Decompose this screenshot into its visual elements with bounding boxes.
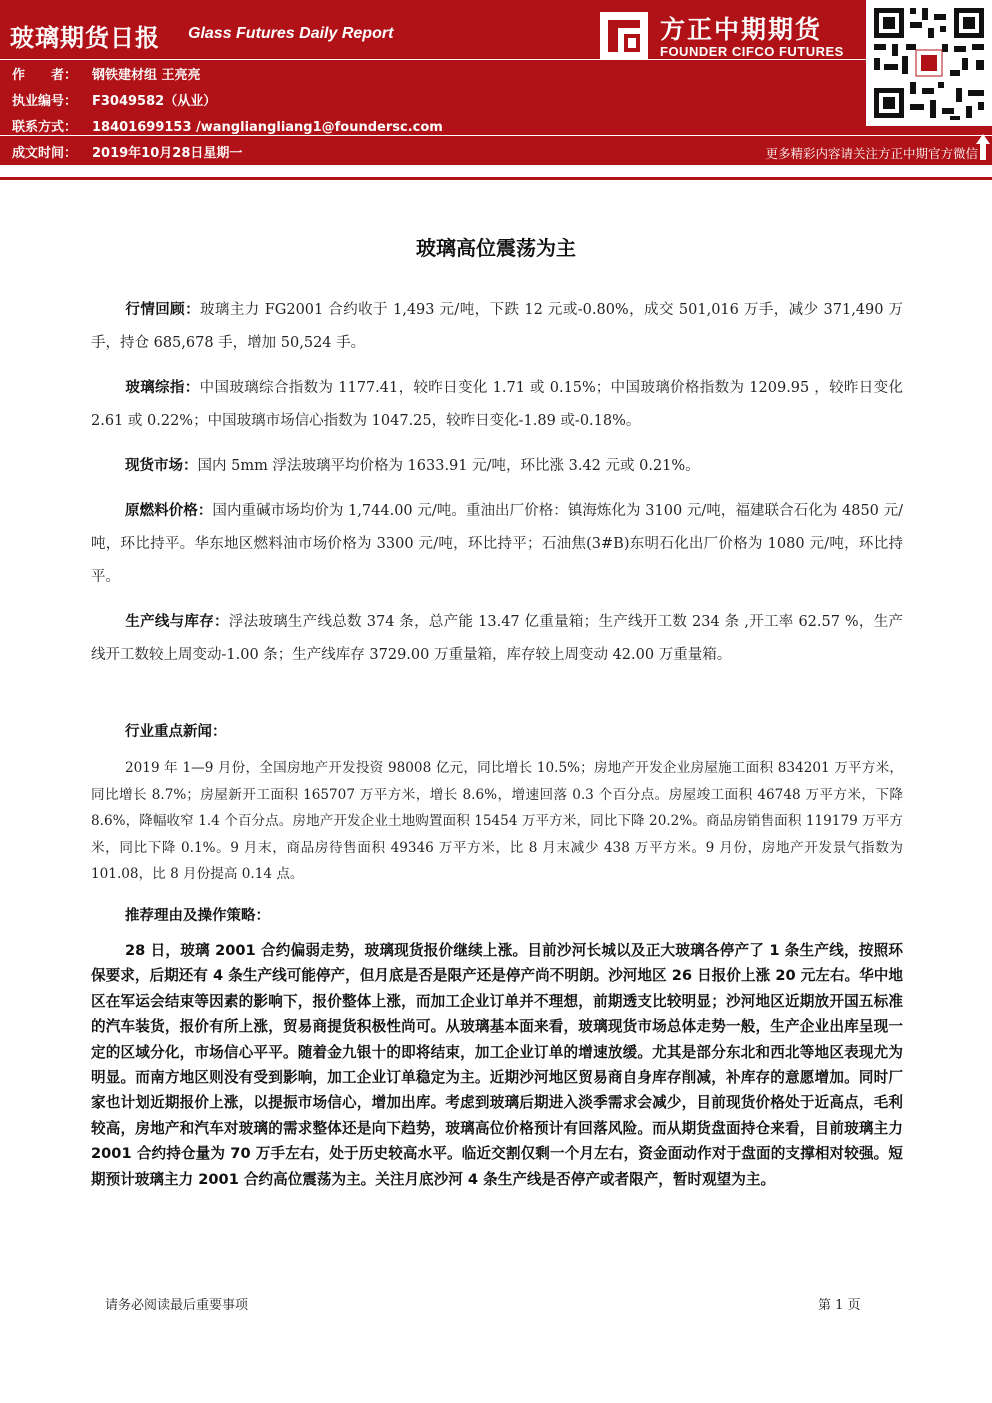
strategy-body: 28 日，玻璃 2001 合约偏弱走势，玻璃现货报价继续上涨。目前沙河长城以及正大玻璃各停产了 1 条生产线，按照环保要求，后期还有 4 条生产线可能停产，但月底是否是限产还是停产尚不明朗。沙河地区 26 日报价上涨 20 元左右。华中地区在军运会结束等因素的影响下，报价整体上涨，而加工企业订单并不理想，前期透支比较明显；沙河地区近期放开国五标准的汽车装货，报价有所上涨，贸易商提货积极性尚可。从玻璃基本面来看，玻璃现货市场总体走势一般，生产企业出库呈现一定的区域分化，市场信心平平。随着金九银十的即将结束，加工企业订单的增速放缓。尤其是部分东北和西北等地区表现尤为明显。而南方地区则没有受到影响，加工企业订单稳定为主。近期沙河地区贸易商自身库存削减，补库存的意愿增加。同时厂家也计划近期报价上涨，以提振市场信心，增加出库。考虑到玻璃后期进入淡季需求会减少，目前现货价格处于近高点，毛利较高，房地产和汽车对玻璃的需求整体还是向下趋势，玻璃高位价格预计有回落风险。而从期货盘面持仓来看，目前玻璃主力 2001 合约持仓量为 70 万手左右，处于历史较高水平。临近交割仅剩一个月左右，资金面动作对于盘面的支撑相对较强。短期预计玻璃主力 2001 合约高位震荡为主。关注月底沙河 4 条生产线是否停产或者限产，暂时观望为主。	[91, 942, 903, 1188]
section-text: 浮法玻璃生产线总数 374 条，总产能 13.47 亿重量箱；生产线开工数 234 条 ,开工率 62.57 %，生产线开工数较上周变动-1.00 条；生产线库存 3729.00 万重量箱，库存较上周变动 42.00 万重量箱。	[91, 614, 903, 663]
section-label: 生产线与库存：	[125, 614, 229, 630]
section-raw-fuel-price	[91, 495, 903, 594]
page-number: 第 1 页	[818, 1298, 861, 1313]
meta-value: 钢铁建材组 王亮亮	[92, 68, 201, 83]
section-text: 玻璃主力 FG2001 合约收于 1,493 元/吨，下跌 12 元或-0.80%，成交 501,016 万手，减少 371,490 万手，持仓 685,678 手，增加 50,524 手。	[91, 302, 903, 351]
report-title-cn: 玻璃期货日报	[10, 24, 160, 52]
section-production-inventory	[91, 606, 903, 672]
section-label: 玻璃综指：	[125, 380, 200, 396]
footer-notice: 请务必阅读最后重要事项	[105, 1298, 249, 1313]
meta-label: 执业编号：	[12, 94, 78, 109]
meta-author	[12, 64, 201, 83]
meta-label: 联系方式：	[12, 120, 78, 135]
strategy-heading: 推荐理由及操作策略：	[125, 908, 270, 924]
logo-text-cn: 方正中期期货	[660, 15, 823, 44]
founder-logo-icon	[600, 12, 648, 60]
up-arrow-icon	[976, 134, 990, 160]
section-text: 国内 5mm 浮法玻璃平均价格为 1633.91 元/吨，环比涨 3.42 元或 0.21%。	[197, 458, 700, 474]
header-bottom-rule	[0, 177, 992, 180]
meta-label: 作 者：	[12, 68, 78, 83]
meta-license	[12, 90, 216, 109]
qr-code-icon	[866, 0, 992, 126]
section-text: 中国玻璃综合指数为 1177.41，较昨日变化 1.71 或 0.15%；中国玻璃价格指数为 1209.95 ，较昨日变化 2.61 或 0.22%；中国玻璃市场信心指数为 1047.25，较昨日变化-1.89 或-0.18%。	[91, 380, 903, 429]
section-glass-index	[91, 372, 903, 438]
header-divider	[0, 135, 992, 136]
wechat-qr-code	[866, 0, 992, 126]
news-heading: 行业重点新闻：	[125, 724, 227, 740]
meta-label: 成文时间：	[12, 146, 78, 161]
meta-value[interactable]: 18401699153 /wangliangliang1@foundersc.com	[92, 120, 443, 135]
logo-text-en: FOUNDER CIFCO FUTURES	[660, 44, 844, 59]
company-logo	[560, 6, 860, 64]
section-label: 原燃料价格：	[125, 503, 213, 519]
report-title-en: Glass Futures Daily Report	[188, 25, 394, 42]
section-text: 国内重碱市场均价为 1,744.00 元/吨。重油出厂价格：镇海炼化为 3100 元/吨，福建联合石化为 4850 元/吨，环比持平。华东地区燃料油市场价格为 3300 元/吨，环比持平；石油焦(3#B)东明石化出厂价格为 1080 元/吨，环比持平。	[91, 503, 904, 585]
section-label: 现货市场：	[125, 458, 198, 474]
document-title: 玻璃高位震荡为主	[416, 236, 576, 260]
section-label: 行情回顾：	[125, 302, 201, 318]
meta-value: F3049582（从业）	[92, 94, 217, 109]
meta-value: 2019年10月28日星期一	[92, 146, 243, 161]
wechat-follow-note: 更多精彩内容请关注方正中期官方微信	[765, 146, 978, 161]
meta-date	[12, 142, 242, 161]
news-body: 2019 年 1—9 月份，全国房地产开发投资 98008 亿元，同比增长 10.5%；房地产开发企业房屋施工面积 834201 万平方米，同比增长 8.7%；房屋新开工面积 165707 万平方米，增长 8.6%，增速回落 0.3 个百分点。房屋竣工面积 46748 万平方米，下降 8.6%，降幅收窄 1.4 个百分点。房地产开发企业土地购置面积 15454 万平方米，同比下降 20.2%。商品房销售面积 119179 万平方米，同比下降 0.1%。9 月末，商品房待售面积 49346 万平方米，比 8 月末减少 438 万平方米。9 月份，房地产开发景气指数为 101.08，比 8 月份提高 0.14 点。	[91, 760, 903, 882]
meta-contact	[12, 116, 443, 135]
section-market-review	[91, 294, 903, 360]
report-header	[0, 0, 992, 165]
section-spot-market	[91, 450, 903, 483]
